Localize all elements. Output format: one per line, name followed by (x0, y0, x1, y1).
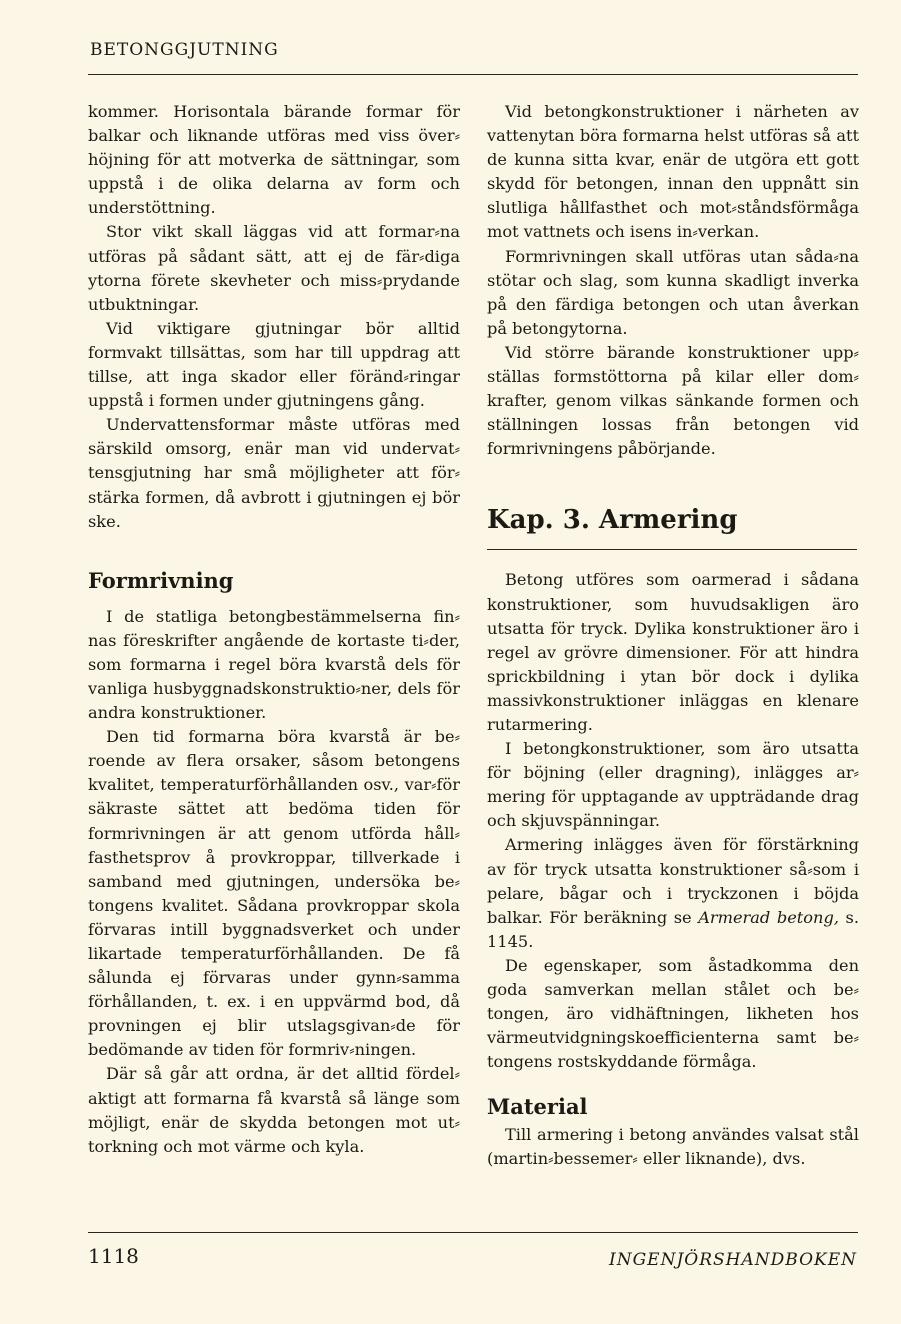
cross-reference: Armerad betong, (698, 907, 839, 927)
running-header: BETONGGJUTNING (90, 40, 279, 60)
footer-rule (88, 1232, 858, 1233)
paragraph: kommer. Horisontala bärande formar för balkar och liknande utföras med viss över⸗höjning för att motverka de sättningar, som uppstå i de olika delarna av form och understöttning. (88, 102, 460, 218)
paragraph: Vid viktigare gjutningar bör alltid formvakt tillsättas, som har till uppdrag att tillse, att inga skador eller föränd⸗ringar uppstå i formen under gjutningens gång. (88, 318, 460, 411)
section-heading-formrivning: Formrivning (88, 567, 234, 593)
paragraph: Vid betongkonstruktioner i närheten av vattenytan böra formarna helst utföras så att de kunna sitta kvar, enär de utgöra ett gott skydd för betongen, innan den uppnått sin slutliga hållfasthet och mot⸗ståndsförmåga mot vattnets och isens in⸗verkan. (487, 102, 859, 242)
section-heading-material: Material (487, 1094, 588, 1120)
right-column (487, 100, 859, 1172)
left-column (88, 100, 460, 1159)
paragraph: Där så går att ordna, är det alltid fördel⸗aktigt att formarna få kvarstå så länge som möjligt, enär de skydda betongen mot ut⸗torkning och mot värme och kyla. (88, 1064, 460, 1156)
paragraph: Den tid formarna böra kvarstå är be⸗roende av flera orsaker, såsom betongens kvalitet, temperaturförhållanden osv., var⸗för säkraste sättet att bedöma tiden för formrivningen är att genom utförda håll⸗fasthetsprov å provkroppar, tillverkade i samband med gjutningen, undersöka be⸗tongens kvalitet. Sådana provkroppar skola förvaras intill byggnadsverket och under likartade temperaturförhållanden. De få sålunda ej förvaras under gynn⸗samma förhållanden, t. ex. i en uppvärmd bod, då provningen ej blir utslagsgivan⸗de för bedömande av tiden för formriv⸗ningen. (88, 727, 460, 1060)
page-number: 1118 (88, 1244, 139, 1268)
book-title: INGENJÖRSHANDBOKEN (609, 1250, 857, 1270)
paragraph: Undervattensformar måste utföras med särskild omsorg, enär man vid undervat⸗tensgjutning har små möjligheter att för⸗stärka formen, då avbrott i gjutningen ej bör ske. (88, 415, 460, 531)
paragraph: I de statliga betongbestämmelserna fin⸗nas föreskrifter angående de kortaste ti⸗der, som formarna i regel böra kvarstå dels för vanliga husbyggnadskonstruktio⸗ner, dels för andra konstruktioner. (88, 606, 460, 723)
chapter-heading: Kap. 3. Armering (487, 505, 738, 536)
paragraph: Betong utföres som oarmerad i sådana konstruktioner, som huvudsakligen äro utsatta för tryck. Dylika konstruktioner äro i regel av grövre dimensioner. För att hindra sprickbildning i ytan bör dock i dylika massivkonstruktioner inläggas en klenare rutarmering. (487, 570, 859, 734)
paragraph (487, 833, 859, 953)
paragraph: Formrivningen skall utföras utan såda⸗na stötar och slag, som kunna skadligt inverka på den färdiga betongen och utan åverkan på betongytorna. (487, 246, 859, 338)
chapter-rule (487, 549, 857, 550)
paragraph: I betongkonstruktioner, som äro utsatta för böjning (eller dragning), inlägges ar⸗mering för upptagande av uppträdande drag och skjuvspänningar. (487, 739, 859, 831)
paragraph-text: Armering inlägges även för förstärkning av för tryck utsatta konstruktioner så⸗som i pelare, bågar och i tryckzonen i böjda balkar. För beräkning se (487, 835, 859, 927)
header-rule (88, 74, 858, 75)
paragraph-text: s. 1145. (487, 907, 859, 951)
paragraph: De egenskaper, som åstadkomma den goda samverkan mellan stålet och be⸗tongen, äro vidhäftningen, likheten hos värmeutvidgningskoefficienterna samt be⸗tongens rostskyddande förmåga. (487, 955, 859, 1072)
paragraph: Till armering i betong användes valsat stål (martin⸗bessemer⸗ eller liknande), dvs. (487, 1125, 859, 1169)
paragraph: Vid större bärande konstruktioner upp⸗ställas formstöttorna på kilar eller dom⸗krafter, genom vilkas sänkande formen och ställningen lossas från betongen vid formrivningens påbörjande. (487, 342, 859, 459)
paragraph: Stor vikt skall läggas vid att formar⸗na utföras på sådant sätt, att ej de fär⸗diga ytorna förete skevheter och miss⸗prydande utbuktningar. (88, 222, 460, 314)
